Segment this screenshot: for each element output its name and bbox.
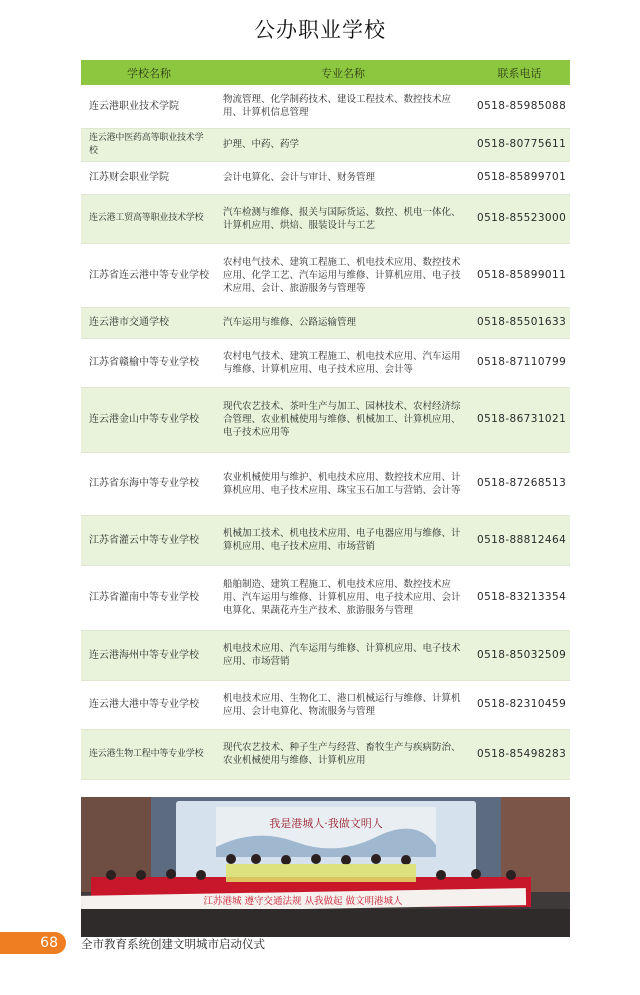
school-majors: 农村电气技术、建筑工程施工、机电技术应用、汽车运用与维修、计算机应用、电子技术应用、会计等 [217, 338, 469, 387]
table-row [81, 307, 570, 338]
school-name: 连云港市交通学校 [81, 307, 217, 338]
table-row [81, 243, 570, 307]
school-name: 连云港职业技术学院 [81, 85, 217, 128]
person-head [251, 854, 261, 864]
table-row [81, 452, 570, 515]
person-head [471, 869, 481, 879]
person-head [281, 855, 291, 865]
person-head [136, 870, 146, 880]
header-phone: 联系电话 [469, 60, 570, 85]
school-phone: 0518-85523000 [469, 194, 570, 243]
school-phone: 0518-86731021 [469, 387, 570, 452]
stage-banner-text: 我是港城人·我做文明人 [269, 817, 383, 830]
school-name: 连云港海州中等专业学校 [81, 630, 217, 680]
school-phone: 0518-82310459 [469, 680, 570, 729]
school-majors: 护理、中药、药学 [217, 128, 469, 161]
school-name: 江苏省赣榆中等专业学校 [81, 338, 217, 387]
school-majors: 机械加工技术、机电技术应用、电子电器应用与维修、计算机应用、电子技术应用、市场营销 [217, 515, 469, 565]
ceremony-photo [81, 797, 570, 937]
school-name: 连云港中医药高等职业技术学校 [81, 128, 217, 161]
person-head [226, 854, 236, 864]
school-majors: 物流管理、化学制药技术、建设工程技术、数控技术应用、计算机信息管理 [217, 85, 469, 128]
school-phone: 0518-80775611 [469, 128, 570, 161]
school-majors: 农村电气技术、建筑工程施工、机电技术应用、数控技术应用、化学工艺、汽车运用与维修、计算机应用、电子技术应用、会计、旅游服务与管理等 [217, 243, 469, 307]
table-row [81, 128, 570, 161]
school-majors: 现代农艺技术、茶叶生产与加工、园林技术、农村经济综合管理、农业机械使用与维修、机械加工、计算机应用、电子技术应用等 [217, 387, 469, 452]
school-phone: 0518-87268513 [469, 452, 570, 515]
school-name: 连云港工贸高等职业技术学校 [81, 194, 217, 243]
school-phone: 0518-85985088 [469, 85, 570, 128]
school-phone: 0518-88812464 [469, 515, 570, 565]
person-head [436, 870, 446, 880]
person-head [401, 855, 411, 865]
school-majors: 现代农艺技术、种子生产与经营、畜牧生产与疾病防治、农业机械使用与维修、计算机应用 [217, 729, 469, 779]
school-majors: 汽车运用与维修、公路运输管理 [217, 307, 469, 338]
table-row [81, 565, 570, 630]
photo-caption: 全市教育系统创建文明城市启动仪式 [81, 937, 265, 951]
ceremony-photo-illustration [81, 797, 570, 937]
school-phone: 0518-83213354 [469, 565, 570, 630]
schools-table [81, 60, 570, 780]
school-name: 连云港大港中等专业学校 [81, 680, 217, 729]
school-name: 江苏财会职业学院 [81, 161, 217, 194]
school-phone: 0518-85498283 [469, 729, 570, 779]
vest-row [226, 864, 416, 882]
person-head [166, 869, 176, 879]
person-head [196, 870, 206, 880]
table-row [81, 85, 570, 128]
table-header-row [81, 60, 570, 85]
school-majors: 农业机械使用与维护、机电技术应用、数控技术应用、计算机应用、电子技术应用、珠宝玉石加工与营销、会计等 [217, 452, 469, 515]
table-row [81, 630, 570, 680]
school-phone: 0518-85899701 [469, 161, 570, 194]
page-title: 公办职业学校 [254, 18, 386, 42]
school-phone: 0518-87110799 [469, 338, 570, 387]
table-row [81, 729, 570, 779]
school-name: 江苏省东海中等专业学校 [81, 452, 217, 515]
school-majors: 机电技术应用、生物化工、港口机械运行与维修、计算机应用、会计电算化、物流服务与管理 [217, 680, 469, 729]
person-head [106, 870, 116, 880]
school-majors: 机电技术应用、汽车运用与维修、计算机应用、电子技术应用、市场营销 [217, 630, 469, 680]
table-row [81, 515, 570, 565]
front-banner-text: 江苏港城 遵守交通法规 从我做起 做文明港城人 [203, 896, 403, 907]
table-row [81, 387, 570, 452]
school-majors: 汽车检测与维修、报关与国际货运、数控、机电一体化、计算机应用、烘焙、服装设计与工艺 [217, 194, 469, 243]
school-name: 江苏省灌南中等专业学校 [81, 565, 217, 630]
person-head [311, 854, 321, 864]
table-row [81, 161, 570, 194]
person-head [506, 870, 516, 880]
school-name: 连云港金山中等专业学校 [81, 387, 217, 452]
school-phone: 0518-85899011 [469, 243, 570, 307]
foreground [81, 909, 570, 937]
table-row [81, 194, 570, 243]
school-name: 江苏省灌云中等专业学校 [81, 515, 217, 565]
school-name: 连云港生物工程中等专业学校 [81, 729, 217, 779]
table-row [81, 680, 570, 729]
school-phone: 0518-85032509 [469, 630, 570, 680]
person-head [341, 855, 351, 865]
header-school-name: 学校名称 [81, 60, 217, 85]
school-phone: 0518-85501633 [469, 307, 570, 338]
school-majors: 船舶制造、建筑工程施工、机电技术应用、数控技术应用、汽车运用与维修、计算机应用、电子技术应用、会计电算化、果蔬花卉生产技术、旅游服务与管理 [217, 565, 469, 630]
school-name: 江苏省连云港中等专业学校 [81, 243, 217, 307]
person-head [371, 854, 381, 864]
page-number: 68 [0, 932, 66, 954]
table-row [81, 338, 570, 387]
header-majors: 专业名称 [217, 60, 469, 85]
school-majors: 会计电算化、会计与审计、财务管理 [217, 161, 469, 194]
